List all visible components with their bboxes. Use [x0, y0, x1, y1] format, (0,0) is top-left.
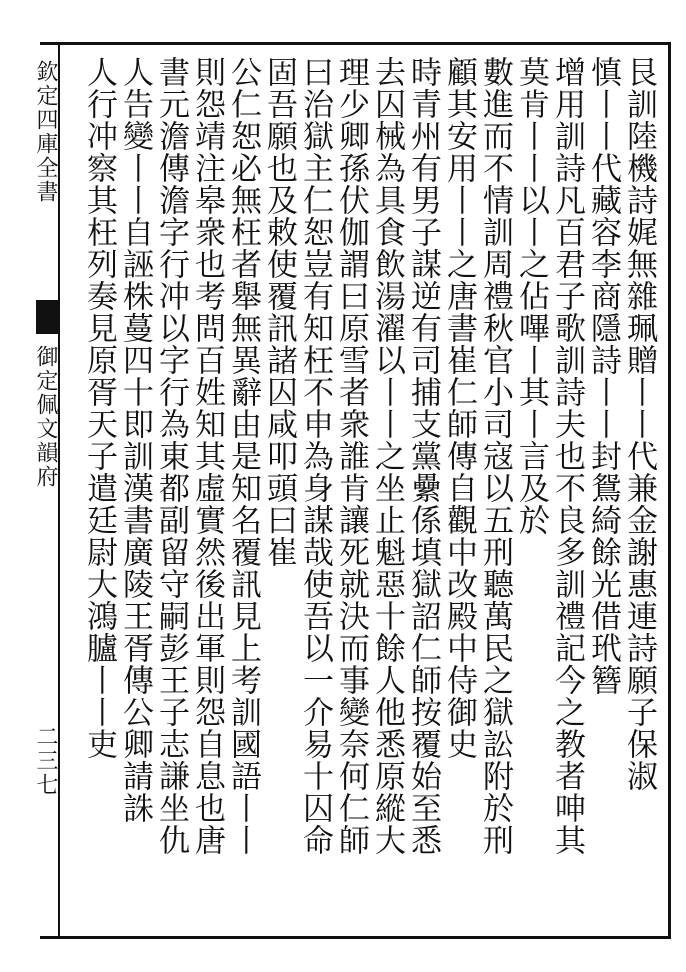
text-column: 去囚械為具食飲湯濯以丨丨之坐止魁惡十餘人他悉原縱大: [369, 56, 405, 856]
text-column: 增用訓詩凡百君子歌訓詩夫也不良多訓禮記今之教者呻其: [549, 56, 585, 856]
text-column: 慎丨丨代藏容李商隱詩丨丨封鴛綺餘光借玳簪: [585, 56, 621, 696]
page-number: 二三七: [33, 725, 58, 797]
right-border-rule: [668, 42, 671, 939]
fishtail-marker: [36, 300, 58, 334]
text-column: 莫肯丨丨以丨之佔嗶丨其丨言及於: [513, 56, 549, 536]
bottom-border-rule: [40, 936, 670, 939]
text-column: 曰治獄主仁恕豈有知枉不申為身謀哉使吾以一介易十囚命: [297, 56, 333, 856]
text-column: 數進而不情訓周禮秋官小司寇以五刑聽萬民之獄訟附於刑: [477, 56, 513, 856]
margin-column-rule: [58, 42, 60, 939]
text-column: 顧其安用丨丨之唐書崔仁師傳自觀中改殿中侍御史: [441, 56, 477, 760]
top-border-rule: [40, 42, 670, 45]
volume-title: 御定佩文韻府: [33, 345, 58, 489]
text-column: 則怨靖注皋衆也考問百姓知其虛實然後出軍則怨自息也唐: [189, 56, 225, 856]
text-column: 人行冲察其枉列奏見原胥天子遣廷尉大鴻臚丨丨吏: [81, 56, 117, 760]
text-column: 固吾願也及敕使覆訊諸囚咸叩頭曰崔: [261, 56, 297, 568]
text-column: 理少卿孫伏伽謂曰原雪者衆誰肯讓死就決而事變奈何仁師: [333, 56, 369, 856]
text-column: 公仁恕必無枉者舉無異辭由是知名覆訊見上考訓國語丨丨: [225, 56, 261, 856]
text-column: 書元澹傳澹字行冲以字行為東都副留守嗣彭王子志謙坐仇: [153, 56, 189, 856]
text-column: 艮訓陸機詩娓無雜珮贈丨丨代兼金謝惠連詩願子保淑: [621, 56, 657, 792]
text-column: 時青州有男子謀逆有司捕支黨纍係填獄詔仁師按覆始至悉: [405, 56, 441, 856]
text-column: 人告變丨丨自誣株蔓四十即訓漢書廣陵王胥傳公卿請誅: [117, 56, 153, 824]
book-title: 欽定四庫全書: [33, 60, 58, 204]
